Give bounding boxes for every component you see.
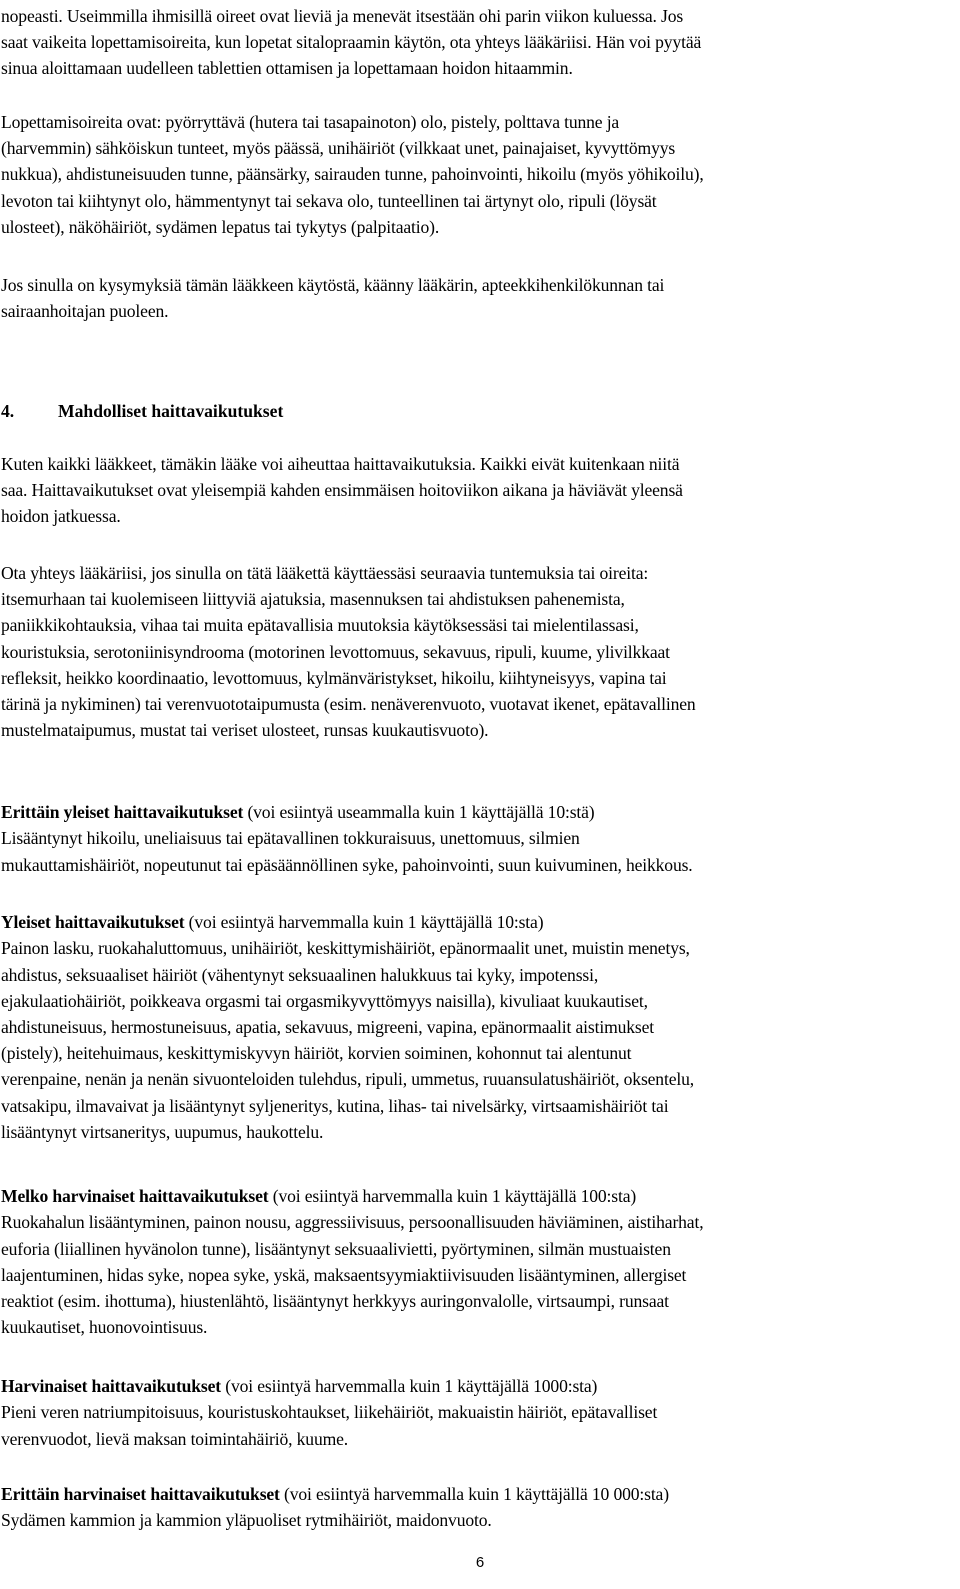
- frequency-rate: (voi esiintyä harvemmalla kuin 1 käyttäjällä 1000:sta): [221, 1376, 598, 1397]
- frequency-label: Erittäin harvinaiset haittavaikutukset: [1, 1484, 280, 1505]
- frequency-effects: Pieni veren natriumpitoisuus, kouristuskohtaukset, liikehäiriöt, makuaistin häiriöt, epätavalliset verenvuodot, lievä maksan toimintahäiriö, kuume.: [1, 1402, 658, 1449]
- frequency-rate: (voi esiintyä harvemmalla kuin 1 käyttäjällä 100:sta): [268, 1186, 637, 1207]
- frequency-label: Harvinaiset haittavaikutukset: [1, 1376, 221, 1397]
- section-number: 4.: [1, 401, 15, 421]
- frequency-group-very-rare: [1, 1455, 956, 1560]
- frequency-effects: Painon lasku, ruokahaluttomuus, unihäiriöt, keskittymishäiriöt, epänormaalit unet, muistin menetys, ahdistus, seksuaaliset häiriöt (vähentynyt seksuaalinen halukkuus tai kyky, impotenssi, ejakulaatiohäiriöt, poikkeava orgasmi tai orgasmikyvyttömyys naisilla), kivuliaat kuukautiset, ahdistuneisuus, hermostuneisuus, apatia, sekavuus, migreeni, vapina, epänormaalit aistimukset (pistely), heitehuimaus, keskittymiskyvyn häiriöt, korvien soiminen, kohonnut tai alentunut verenpaine, nenän ja nenän sivuonteloiden tulehdus, ripuli, ummetus, ruuansulatushäiriöt, oksentelu, vatsakipu, ilmavaivat ja lisääntynyt syljeneritys, kutina, lihas- tai nivelsärky, virtsaamishäiriöt tai lisääntynyt virtsaneritys, uupumus, haukottelu.: [1, 938, 694, 1142]
- frequency-rate: (voi esiintyä harvemmalla kuin 1 käyttäjällä 10:sta): [184, 912, 544, 933]
- frequency-effects: Ruokahalun lisääntyminen, painon nousu, aggressiivisuus, persoonallisuuden häviäminen, aistiharhat, euforia (liiallinen hyvänolon tunne), lisääntynyt seksuaalivietti, pyörtyminen, silmän mustuaisten laajentuminen, hidas syke, nopea syke, yskä, maksaentsyymiaktiivisuuden lisääntyminen, allergiset reaktiot (esim. ihottuma), hiustenlähtö, lisääntynyt herkkyys auringonvalolle, virtsaumpi, runsaat kuukautiset, huonovointisuus.: [1, 1212, 704, 1338]
- contact-doctor-paragraph: Ota yhteys lääkäriisi, jos sinulla on tätä lääkettä käyttäessäsi seuraavia tuntemuksia tai oireita: itsemurhaan tai kuolemiseen liittyviä ajatuksia, masennuksen tai ahdistuksen pahenemista, paniikkikohtauksia, vihaa tai muita epätavallisia muutoksia käytöksessäsi tai mielentilassasi, kouristuksia, serotoniinisyndrooma (motorinen levottomuus, sekavuus, ripuli, kuume, ylivilkkaat refleksit, heikko koordinaatio, levottomuus, kylmänväristykset, hikoilu, kiihtyneisyys, vapina tai tärinä ja nykiminen) tai verenvuototaipumusta (esim. nenäverenvuoto, vuotavat ikenet, epätavallinen mustelmataipumus, mustat tai veriset ulosteet, runsas kuukautisvuoto).: [1, 563, 696, 741]
- frequency-label: Yleiset haittavaikutukset: [1, 912, 185, 933]
- frequency-rate: (voi esiintyä harvemmalla kuin 1 käyttäjällä 10 000:sta): [279, 1484, 669, 1505]
- section-intro-paragraph: Kuten kaikki lääkkeet, tämäkin lääke voi aiheuttaa haittavaikutuksia. Kaikki eivät kuitenkaan niitä saa. Haittavaikutukset ovat yleisempiä kahden ensimmäisen hoitoviikon aikana ja häviävät yleensä hoidon jatkuessa.: [1, 454, 683, 527]
- frequency-rate: (voi esiintyä useammalla kuin 1 käyttäjällä 10:stä): [243, 802, 595, 823]
- frequency-label: Erittäin yleiset haittavaikutukset: [1, 802, 244, 823]
- section-heading: [1, 398, 283, 424]
- frequency-effects: Lisääntynyt hikoilu, uneliaisuus tai epätavallinen tokkuraisuus, unettomuus, silmien mukauttamishäiriöt, nopeutunut tai epäsäännöllinen syke, pahoinvointi, suun kuivuminen, heikkous.: [1, 828, 693, 875]
- page-number: 6: [475, 1554, 485, 1571]
- frequency-group-common: [1, 883, 956, 1171]
- frequency-effects: Sydämen kammion ja kammion yläpuoliset rytmihäiriöt, maidonvuoto.: [1, 1510, 492, 1531]
- questions-paragraph: Jos sinulla on kysymyksiä tämän lääkkeen käytöstä, käänny lääkärin, apteekkihenkilökunnan tai sairaanhoitajan puoleen.: [1, 275, 665, 322]
- intro-paragraph: nopeasti. Useimmilla ihmisillä oireet ovat lieviä ja menevät itsestään ohi parin viikon kuluessa. Jos saat vaikeita lopettamisoireita, kun lopetat sitalopraamin käytön, ota yhteys lääkäriisi. Hän voi pyytää sinua aloittamaan uudelleen tablettien ottamisen ja lopettamaan hoidon hitaammin.: [1, 6, 702, 79]
- section-title: Mahdolliset haittavaikutukset: [58, 401, 284, 421]
- frequency-group-uncommon: [1, 1157, 956, 1367]
- withdrawal-symptoms-paragraph: Lopettamisoireita ovat: pyörryttävä (hutera tai tasapainoton) olo, pistely, polttava tunne ja (harvemmin) sähköiskun tunteet, myös päässä, unihäiriöt (vilkkaat unet, painajaiset, kyvyttömyys nukkua), ahdistuneisuuden tunne, päänsärky, sairauden tunne, pahoinvointi, hikoilu (myös yöhikoilu), levoton tai kiihtynyt olo, hämmentynyt tai sekava olo, tunteellinen tai ärtynyt olo, ripuli (löysät ulosteet), näköhäiriöt, sydämen lepatus tai tykytys (palpitaatio).: [1, 112, 704, 237]
- frequency-label: Melko harvinaiset haittavaikutukset: [1, 1186, 269, 1207]
